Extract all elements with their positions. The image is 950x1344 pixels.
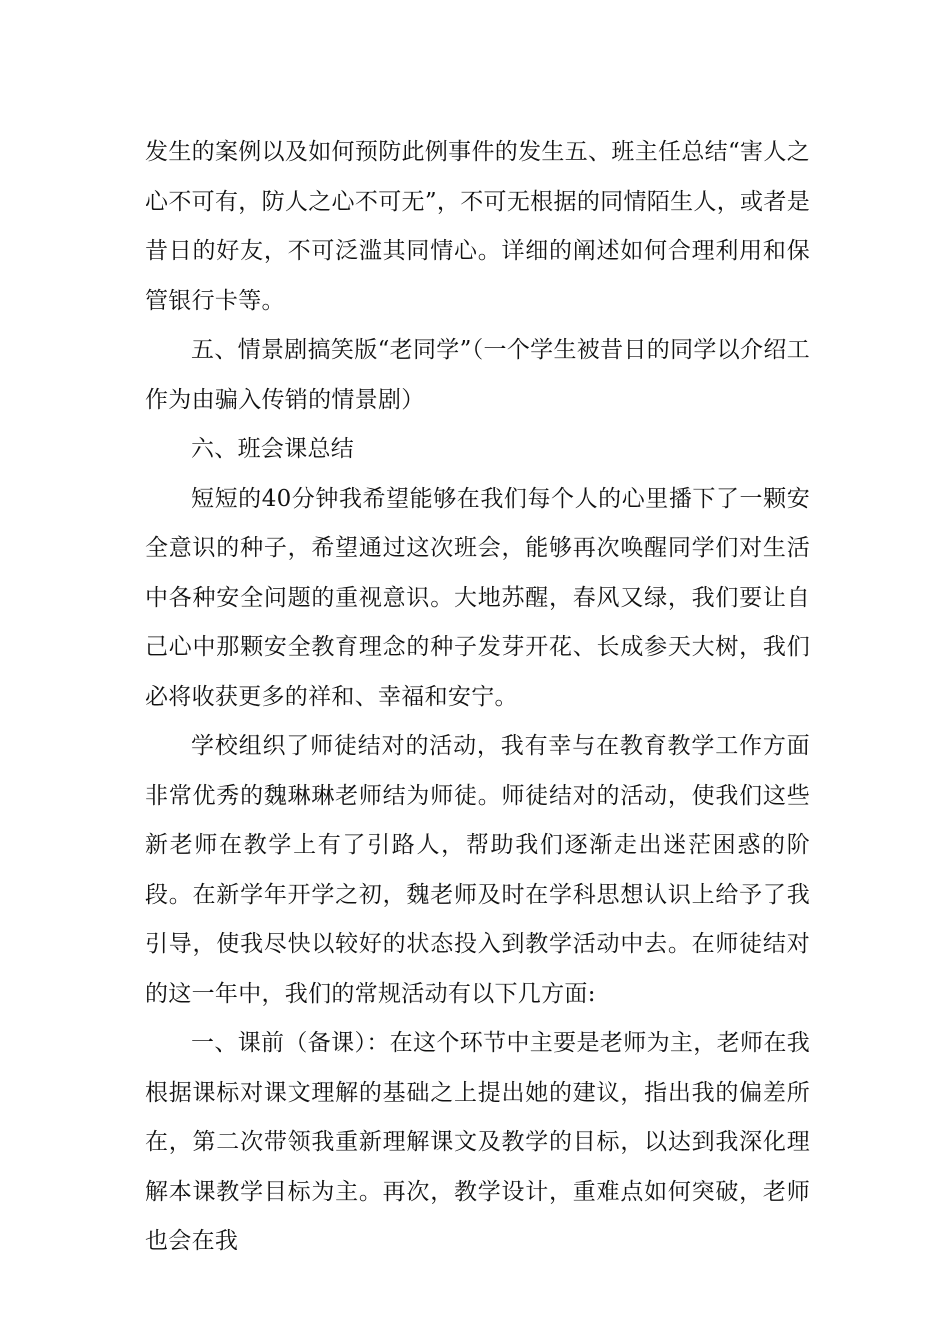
paragraph-skit: 五、情景剧搞笑版“老同学”（一个学生被昔日的同学以介绍工作为由骗入传销的情景剧） (145, 337, 810, 413)
paragraph-mentorship: 学校组织了师徒结对的活动，我有幸与在教育教学工作方面非常优秀的魏琳琳老师结为师徒。师徒结对的活动，使我们这些新老师在教学上有了引路人，帮助我们逐渐走出迷茫困惑的阶段。在新学年开学之初，魏老师及时在学科思想认识上给予了我引导，使我尽快以较好的状态投入到教学活动中去。在师徒结对的这一年中，我们的常规活动有以下几方面: (145, 733, 810, 1007)
document-body (145, 128, 810, 1267)
paragraph-safety-seed: 短短的40分钟我希望能够在我们每个人的心里播下了一颗安全意识的种子，希望通过这次班会，能够再次唤醒同学们对生活中各种安全问题的重视意识。大地苏醒，春风又绿，我们要让自己心中那颗安全教育理念的种子发芽开花、长成参天大树，我们必将收获更多的祥和、幸福和安宁。 (145, 485, 810, 710)
paragraph-class-summary-heading: 六、班会课总结 (191, 436, 355, 462)
paragraph-lesson-preparation: 一、课前（备课）：在这个环节中主要是老师为主，老师在我根据课标对课文理解的基础之上提出她的建议，指出我的偏差所在，第二次带领我重新理解课文及教学的目标，以达到我深化理解本课教学目标为主。再次，教学设计，重难点如何突破，老师也会在我 (145, 1030, 810, 1254)
paragraph-case-summary: 发生的案例以及如何预防此例事件的发生五、班主任总结“害人之心不可有，防人之心不可无”，不可无根据的同情陌生人，或者是昔日的好友，不可泛滥其同情心。详细的阐述如何合理利用和保管银行卡等。 (145, 139, 810, 314)
